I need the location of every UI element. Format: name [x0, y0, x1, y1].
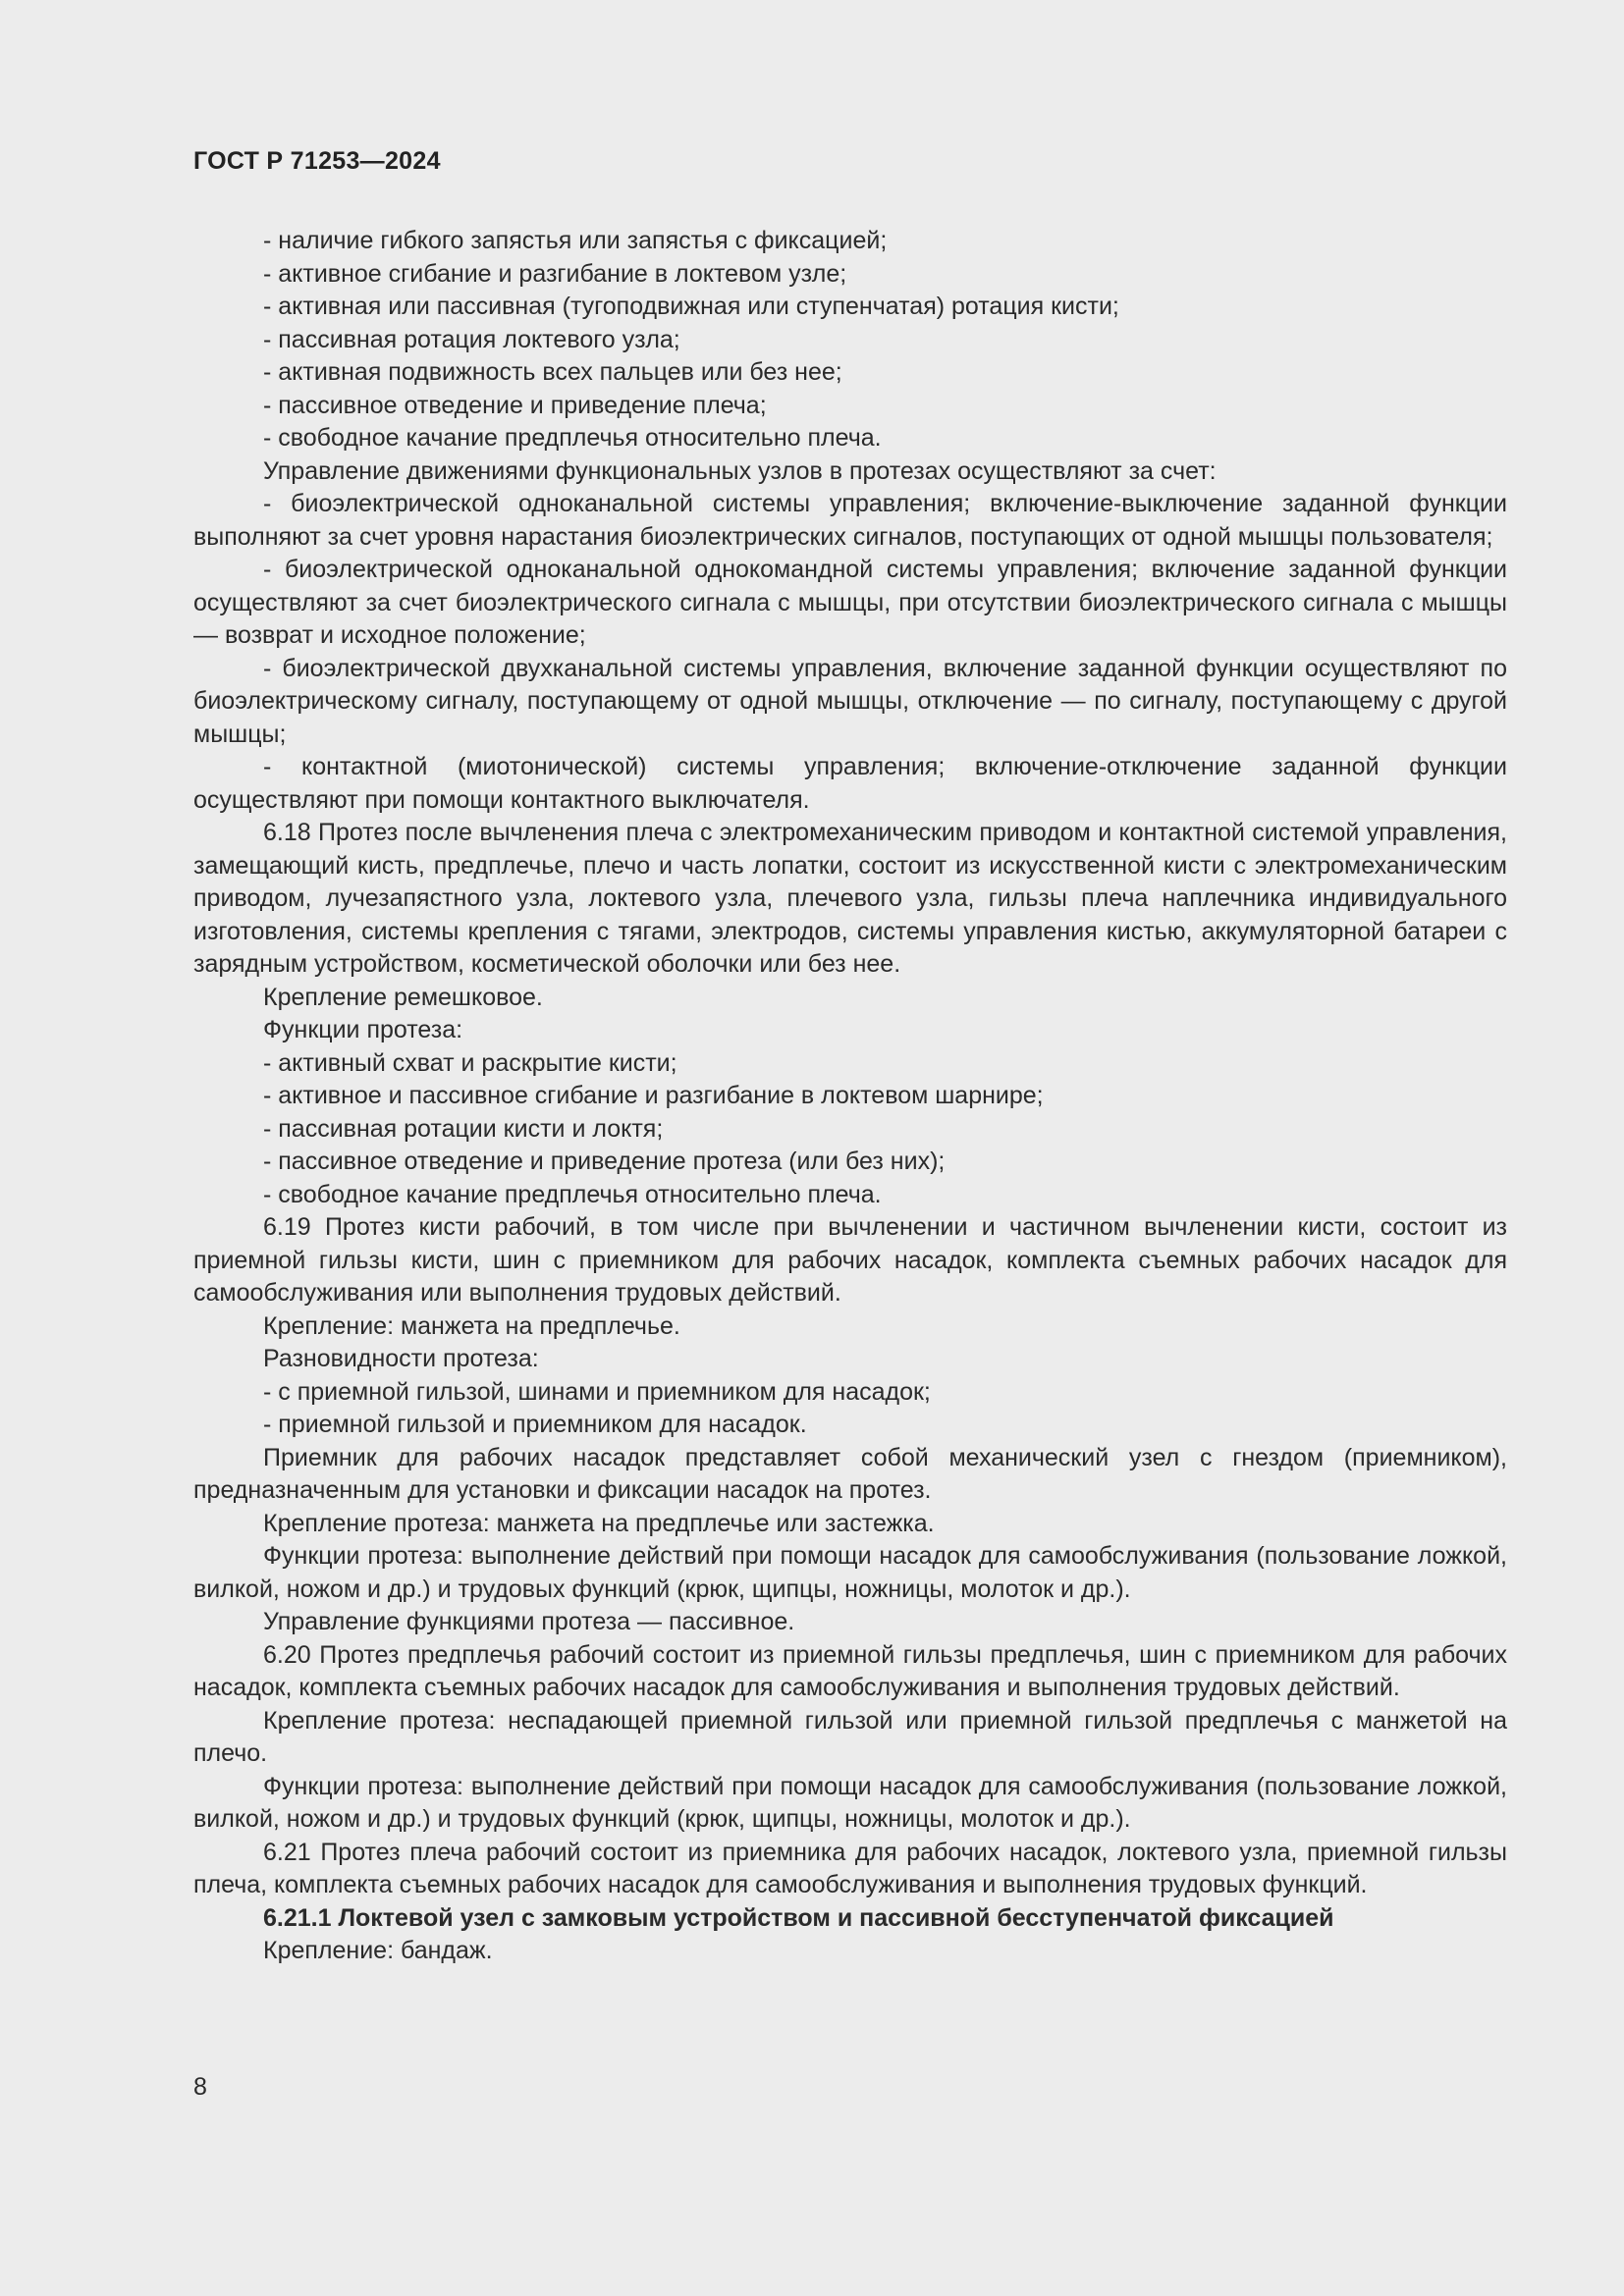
- paragraph: - биоэлектрической одноканальной системы управления; включение-выключение заданной функции выполняют за счет уровня нарастания биоэлектрических сигналов, поступающих от одной мышцы пользователя;: [193, 490, 1507, 551]
- paragraph: - активная или пассивная (тугоподвижная или ступенчатая) ротация кисти;: [263, 293, 1119, 320]
- paragraph: - пассивная ротации кисти и локтя;: [263, 1114, 664, 1143]
- paragraph: - биоэлектрической двухканальной системы управления, включение заданной функции осуществляют по биоэлектрическому сигналу, поступающему от одной мышцы, отключение — по сигналу, поступающему с другой мышцы;: [193, 654, 1507, 748]
- paragraph: 6.19 Протез кисти рабочий, в том числе при вычленении и частичном вычленении кисти, состоит из приемной гильзы кисти, шин с приемником для рабочих насадок, комплекта съемных рабочих насадок для самообслуживания или выполнения трудовых действий.: [193, 1213, 1507, 1307]
- document-header: ГОСТ Р 71253—2024: [193, 147, 441, 175]
- paragraph: - наличие гибкого запястья или запястья с фиксацией;: [263, 227, 888, 254]
- paragraph: 6.20 Протез предплечья рабочий состоит из приемной гильзы предплечья, шин с приемником для рабочих насадок, комплекта съемных рабочих насадок для самообслуживания и выполнения трудовых действий.: [193, 1640, 1507, 1701]
- paragraph: Приемник для рабочих насадок представляет собой механический узел с гнездом (приемником), предназначенным для установки и фиксации насадок на протез.: [193, 1443, 1507, 1504]
- paragraph: - активное сгибание и разгибание в локтевом узле;: [263, 259, 847, 288]
- paragraph: - приемной гильзой и приемником для насадок.: [263, 1411, 807, 1438]
- paragraph: Разновидности протеза:: [263, 1345, 539, 1372]
- paragraph: - активное и пассивное сгибание и разгибание в локтевом шарнире;: [263, 1082, 1044, 1109]
- paragraph: Крепление протеза: неспадающей приемной гильзой или приемной гильзой предплечья с манжетой на плечо.: [193, 1706, 1507, 1767]
- page-number: 8: [193, 2073, 207, 2101]
- paragraph: - пассивная ротация локтевого узла;: [263, 325, 680, 353]
- paragraph: Крепление ремешковое.: [263, 983, 543, 1011]
- paragraph: Функции протеза: выполнение действий при помощи насадок для самообслуживания (пользование ложкой, вилкой, ножом и др.) и трудовых функций (крюк, щипцы, ножницы, молоток и др.).: [193, 1772, 1507, 1833]
- paragraph: - контактной (миотонической) системы управления; включение-отключение заданной функции осуществляют при помощи контактного выключателя.: [193, 753, 1507, 814]
- paragraph: - биоэлектрической одноканальной однокомандной системы управления; включение заданной функции осуществляют за счет биоэлектрического сигнала с мышцы, при отсутствии биоэлектрического сигнала с мышцы — возврат и исходное положение;: [193, 556, 1507, 649]
- paragraph: Крепление: бандаж.: [263, 1937, 493, 1964]
- paragraph: - активный схват и раскрытие кисти;: [263, 1048, 677, 1077]
- paragraph: - пассивное отведение и приведение плеча;: [263, 391, 767, 419]
- paragraph: Крепление протеза: манжета на предплечье или застежка.: [263, 1509, 935, 1537]
- paragraph: - пассивное отведение и приведение протеза (или без них);: [263, 1148, 946, 1175]
- paragraph: - с приемной гильзой, шинами и приемником для насадок;: [263, 1377, 931, 1406]
- document-body: [193, 225, 1507, 1968]
- paragraph: - свободное качание предплечья относительно плеча.: [263, 424, 882, 452]
- paragraph: Функции протеза: выполнение действий при помощи насадок для самообслуживания (пользование ложкой, вилкой, ножом и др.) и трудовых функций (крюк, щипцы, ножницы, молоток и др.).: [193, 1542, 1507, 1603]
- paragraph: Крепление: манжета на предплечье.: [263, 1311, 680, 1340]
- paragraph: Управление движениями функциональных узлов в протезах осуществляют за счет:: [263, 456, 1217, 485]
- paragraph: - свободное качание предплечья относительно плеча.: [263, 1180, 882, 1208]
- paragraph: 6.18 Протез после вычленения плеча с электромеханическим приводом и контактной системой управления, замещающий кисть, предплечье, плечо и часть лопатки, состоит из искусственной кисти с электромеханическим приводом, лучезапястного узла, локтевого узла, плечевого узла, гильзы плеча наплечника индивидуального изготовления, системы крепления с тягами, электродов, системы управления кистью, аккумуляторной батареи с зарядным устройством, косметической оболочки или без нее.: [193, 819, 1507, 978]
- section-heading: 6.21.1 Локтевой узел с замковым устройством и пассивной бесступенчатой фиксацией: [263, 1903, 1334, 1932]
- paragraph: Функции протеза:: [263, 1016, 463, 1043]
- paragraph: - активная подвижность всех пальцев или без нее;: [263, 358, 842, 386]
- paragraph: Управление функциями протеза — пассивное.: [263, 1608, 795, 1635]
- paragraph: 6.21 Протез плеча рабочий состоит из приемника для рабочих насадок, локтевого узла, приемной гильзы плеча, комплекта съемных рабочих насадок для самообслуживания и выполнения трудовых функций.: [193, 1838, 1507, 1898]
